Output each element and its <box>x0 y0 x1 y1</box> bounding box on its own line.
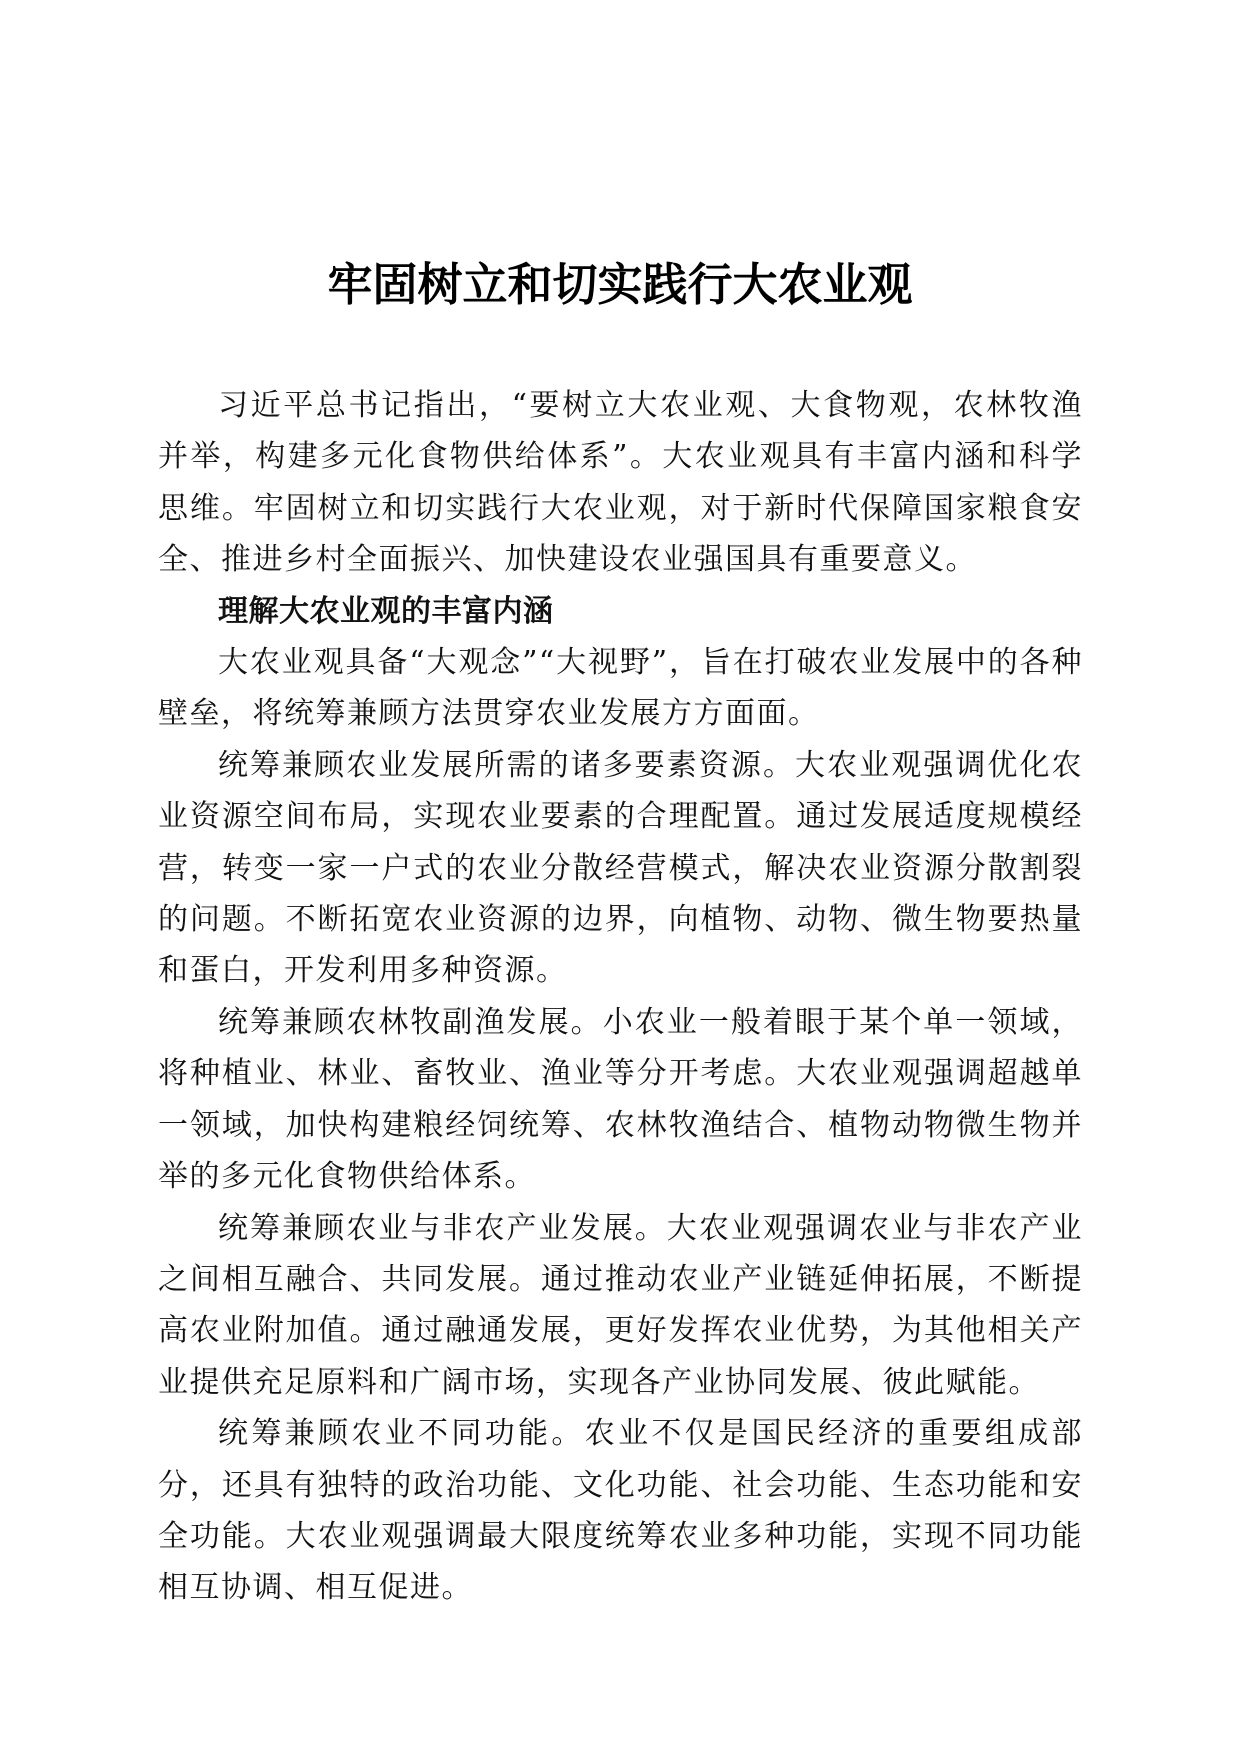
body-paragraph-4: 统筹兼顾农业与非农产业发展。大农业观强调农业与非农产业之间相互融合、共同发展。通过推动农业产业链延伸拓展，不断提高农业附加值。通过融通发展，更好发挥农业优势，为其他相关产业提供充足原料和广阔市场，实现各产业协同发展、彼此赋能。 <box>158 1210 1083 1400</box>
body-paragraph-1: 大农业观具备“大观念”“大视野”，旨在打破农业发展中的各种壁垒，将统筹兼顾方法贯穿农业发展方方面面。 <box>158 645 1083 732</box>
page-title: 牢固树立和切实践行大农业观 <box>327 258 913 311</box>
section-heading: 理解大农业观的丰富内涵 <box>218 593 554 629</box>
body-paragraph-3: 统筹兼顾农林牧副渔发展。小农业一般着眼于某个单一领域，将种植业、林业、畜牧业、渔业等分开考虑。大农业观强调超越单一领域，加快构建粮经饲统筹、农林牧渔结合、植物动物微生物并举的多元化食物供给体系。 <box>158 1004 1083 1195</box>
body-paragraph-5: 统筹兼顾农业不同功能。农业不仅是国民经济的重要组成部分，还具有独特的政治功能、文化功能、社会功能、生态功能和安全功能。大农业观强调最大限度统筹农业多种功能，实现不同功能相互协调、相互促进。 <box>158 1416 1083 1606</box>
article-body <box>158 380 1083 1614</box>
intro-paragraph: 习近平总书记指出，“要树立大农业观、大食物观，农林牧渔并举，构建多元化食物供给体系”。大农业观具有丰富内涵和科学思维。牢固树立和切实践行大农业观，对于新时代保障国家粮食安全、推进乡村全面振兴、加快建设农业强国具有重要意义。 <box>158 388 1083 578</box>
body-paragraph-2: 统筹兼顾农业发展所需的诸多要素资源。大农业观强调优化农业资源空间布局，实现农业要素的合理配置。通过发展适度规模经营，转变一家一户式的农业分散经营模式，解决农业资源分散割裂的问题。不断拓宽农业资源的边界，向植物、动物、微生物要热量和蛋白，开发利用多种资源。 <box>158 747 1083 989</box>
